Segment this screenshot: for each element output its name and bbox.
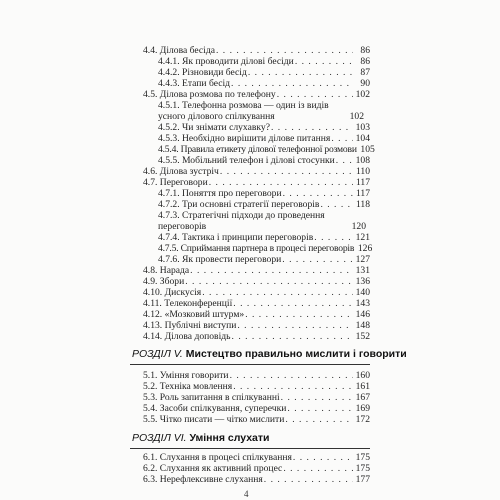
- toc-entry[interactable]: 4.4.2. Різновиди бесід . . . 87: [158, 67, 370, 78]
- toc-entry[interactable]: 5.5. Чітко писати — чітко мислити . . . 172: [143, 414, 370, 425]
- section-divider: [130, 364, 370, 365]
- toc-entry[interactable]: 4.7.2. Три основні стратегії переговорів . . . 118: [158, 199, 370, 210]
- toc-entry[interactable]: 4.5.5. Мобільний телефон і ділові стосунки . . . 108: [158, 155, 370, 166]
- toc-entry[interactable]: 4.11. Телеконференції . . . 143: [143, 298, 370, 309]
- toc-entry[interactable]: 4.6. Ділова зустріч . . . 110: [143, 166, 370, 177]
- toc-entry[interactable]: 4.5. Ділова розмова по телефону . . . 102: [143, 89, 370, 100]
- section-divider: [130, 448, 370, 449]
- toc-entry[interactable]: 5.2. Техніка мовлення . . . 161: [143, 381, 370, 392]
- toc-entry[interactable]: 6.1. Слухання в процесі спілкування . . . 175: [143, 452, 370, 463]
- toc-entry[interactable]: 4.7.4. Тактика і принципи переговорів . . . 121: [158, 232, 370, 243]
- toc-entry[interactable]: 4.13. Публічні виступи . . . 148: [143, 320, 370, 331]
- toc-entry[interactable]: 4.5.4. Правила етикету ділової телефонної розмови 105: [158, 144, 375, 155]
- toc-entry[interactable]: 5.1. Уміння говорити . . . 160: [143, 370, 370, 381]
- toc-entry[interactable]: 4.8. Нарада . . . 131: [143, 265, 370, 276]
- toc-entry[interactable]: 4.5.3. Необхідно вирішити ділове питання . . . 104: [158, 133, 370, 144]
- toc-entry[interactable]: 4.7. Переговори . . . 117: [143, 177, 370, 188]
- toc-entry[interactable]: 6.3. Нерефлексивне слухання . . . 177: [143, 474, 370, 485]
- toc-entry[interactable]: 4.7.6. Як провести переговори . . . 127: [158, 254, 370, 265]
- toc-entry[interactable]: 5.4. Засоби спілкування, суперечки . . . 169: [143, 403, 370, 414]
- page-number: 4: [244, 489, 249, 499]
- toc-entry[interactable]: 4.14. Ділова доповідь . . . 152: [143, 331, 370, 342]
- toc-entry[interactable]: 4.7.1. Поняття про переговори . . . 117: [158, 188, 370, 199]
- section-heading: РОЗДІЛ V. Мистецтво правильно мислити і говорити: [132, 348, 407, 360]
- toc-entry[interactable]: 5.3. Роль запитання в спілкуванні . . . 167: [143, 392, 370, 403]
- toc-entry[interactable]: 4.4.3. Етапи бесід . . . 90: [158, 78, 370, 89]
- toc-entry[interactable]: 4.7.5. Сприймання партнера в процесі переговорів 126: [158, 243, 373, 254]
- toc-entry[interactable]: 4.5.2. Чи знімати слухавку? . . . 103: [158, 122, 370, 133]
- toc-entry[interactable]: 6.2. Слухання як активний процес . . . 175: [143, 463, 370, 474]
- toc-entry[interactable]: 4.4.1. Як проводити ділові бесіди . . . 86: [158, 56, 370, 67]
- section-heading: РОЗДІЛ VI. Уміння слухати: [132, 432, 270, 444]
- toc-entry[interactable]: 4.10. Дискусія . . . 140: [143, 287, 370, 298]
- toc-entry[interactable]: 4.12. «Мозковий штурм» . . . 146: [143, 309, 370, 320]
- toc-entry[interactable]: 4.7.3. Стратегічні підходи до проведення переговорів 120: [158, 210, 366, 232]
- toc-entry[interactable]: 4.5.1. Телефонна розмова — один із видів усного ділового спілкування 102: [158, 100, 364, 122]
- toc-entry[interactable]: 4.9. Збори . . . 136: [143, 276, 370, 287]
- toc-entry[interactable]: 4.4. Ділова бесіда . . . 86: [143, 45, 370, 56]
